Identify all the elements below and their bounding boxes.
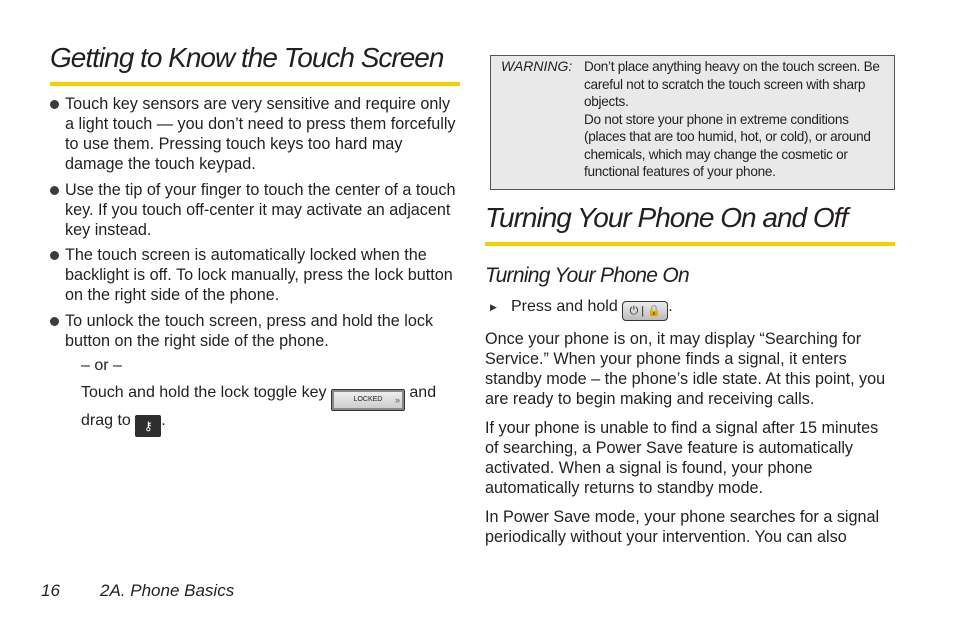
or-separator: – or –	[81, 357, 122, 374]
list-item: Touch key sensors are very sensitive and require only a light touch — you don’t need to press them forcefully to use them. Pressing touch keys too hard may damage the touch keypad.	[50, 94, 460, 174]
step-arrow-icon: ▶	[490, 301, 497, 312]
warning-text: Don’t place anything heavy on the touch screen. Be careful not to scratch the touch screen with sharp objects. Do not store your phone in extreme conditions (places that are too humid, hot, or cold), or around chemicals, which may change the cosmetic or functional features of your phone.	[584, 59, 880, 179]
bullet-icon	[50, 317, 59, 326]
power-lock-key-icon: ⏻ | 🔒	[622, 301, 668, 321]
page-number: 16	[41, 581, 60, 600]
list-item: To unlock the touch screen, press and hold the lock button on the right side of the phone.	[50, 311, 460, 351]
warning-box	[490, 55, 895, 190]
bullet-icon	[50, 186, 59, 195]
lock-toggle-key-icon: LOCKED »	[331, 389, 405, 411]
heading-rule	[50, 82, 460, 86]
list-item: Use the tip of your finger to touch the center of a touch key. If you touch off-center it may activate an adjacent key instead.	[50, 180, 460, 240]
warning-label: WARNING:	[501, 58, 573, 74]
list-item: The touch screen is automatically locked when the backlight is off. To lock manually, press the lock button on the right side of the phone.	[50, 245, 460, 305]
right-column	[485, 55, 895, 547]
key-icon: ⚷	[135, 415, 161, 437]
bullet-icon	[50, 100, 59, 109]
paragraph: In Power Save mode, your phone searches for a signal periodically without your intervention. You can also	[485, 507, 880, 546]
page-footer	[41, 580, 234, 602]
lock-toggle-instruction: Touch and hold the lock toggle key LOCKED » and drag to ⚷ .	[81, 383, 460, 437]
bullet-icon	[50, 251, 59, 260]
left-column	[50, 40, 460, 437]
paragraph: If your phone is unable to find a signal after 15 minutes of searching, a Power Save feature is automatically activated. When a signal is found, your phone automatically returns to standby mode.	[485, 418, 879, 497]
power-on-step: ▶ Press and hold ⏻ | 🔒 .	[490, 297, 895, 321]
footer-section: 2A. Phone Basics	[100, 581, 235, 600]
section-rule	[485, 242, 895, 246]
touch-tips-list	[50, 94, 460, 351]
paragraph: Once your phone is on, it may display “Searching for Service.” When your phone finds a signal, it enters standby mode – the phone’s idle state. At this point, you are ready to begin making and receiving calls.	[485, 329, 886, 408]
sub-heading: Turning Your Phone On	[485, 263, 690, 287]
section-heading: Turning Your Phone On and Off	[485, 201, 848, 233]
page-heading: Getting to Know the Touch Screen	[50, 42, 444, 73]
